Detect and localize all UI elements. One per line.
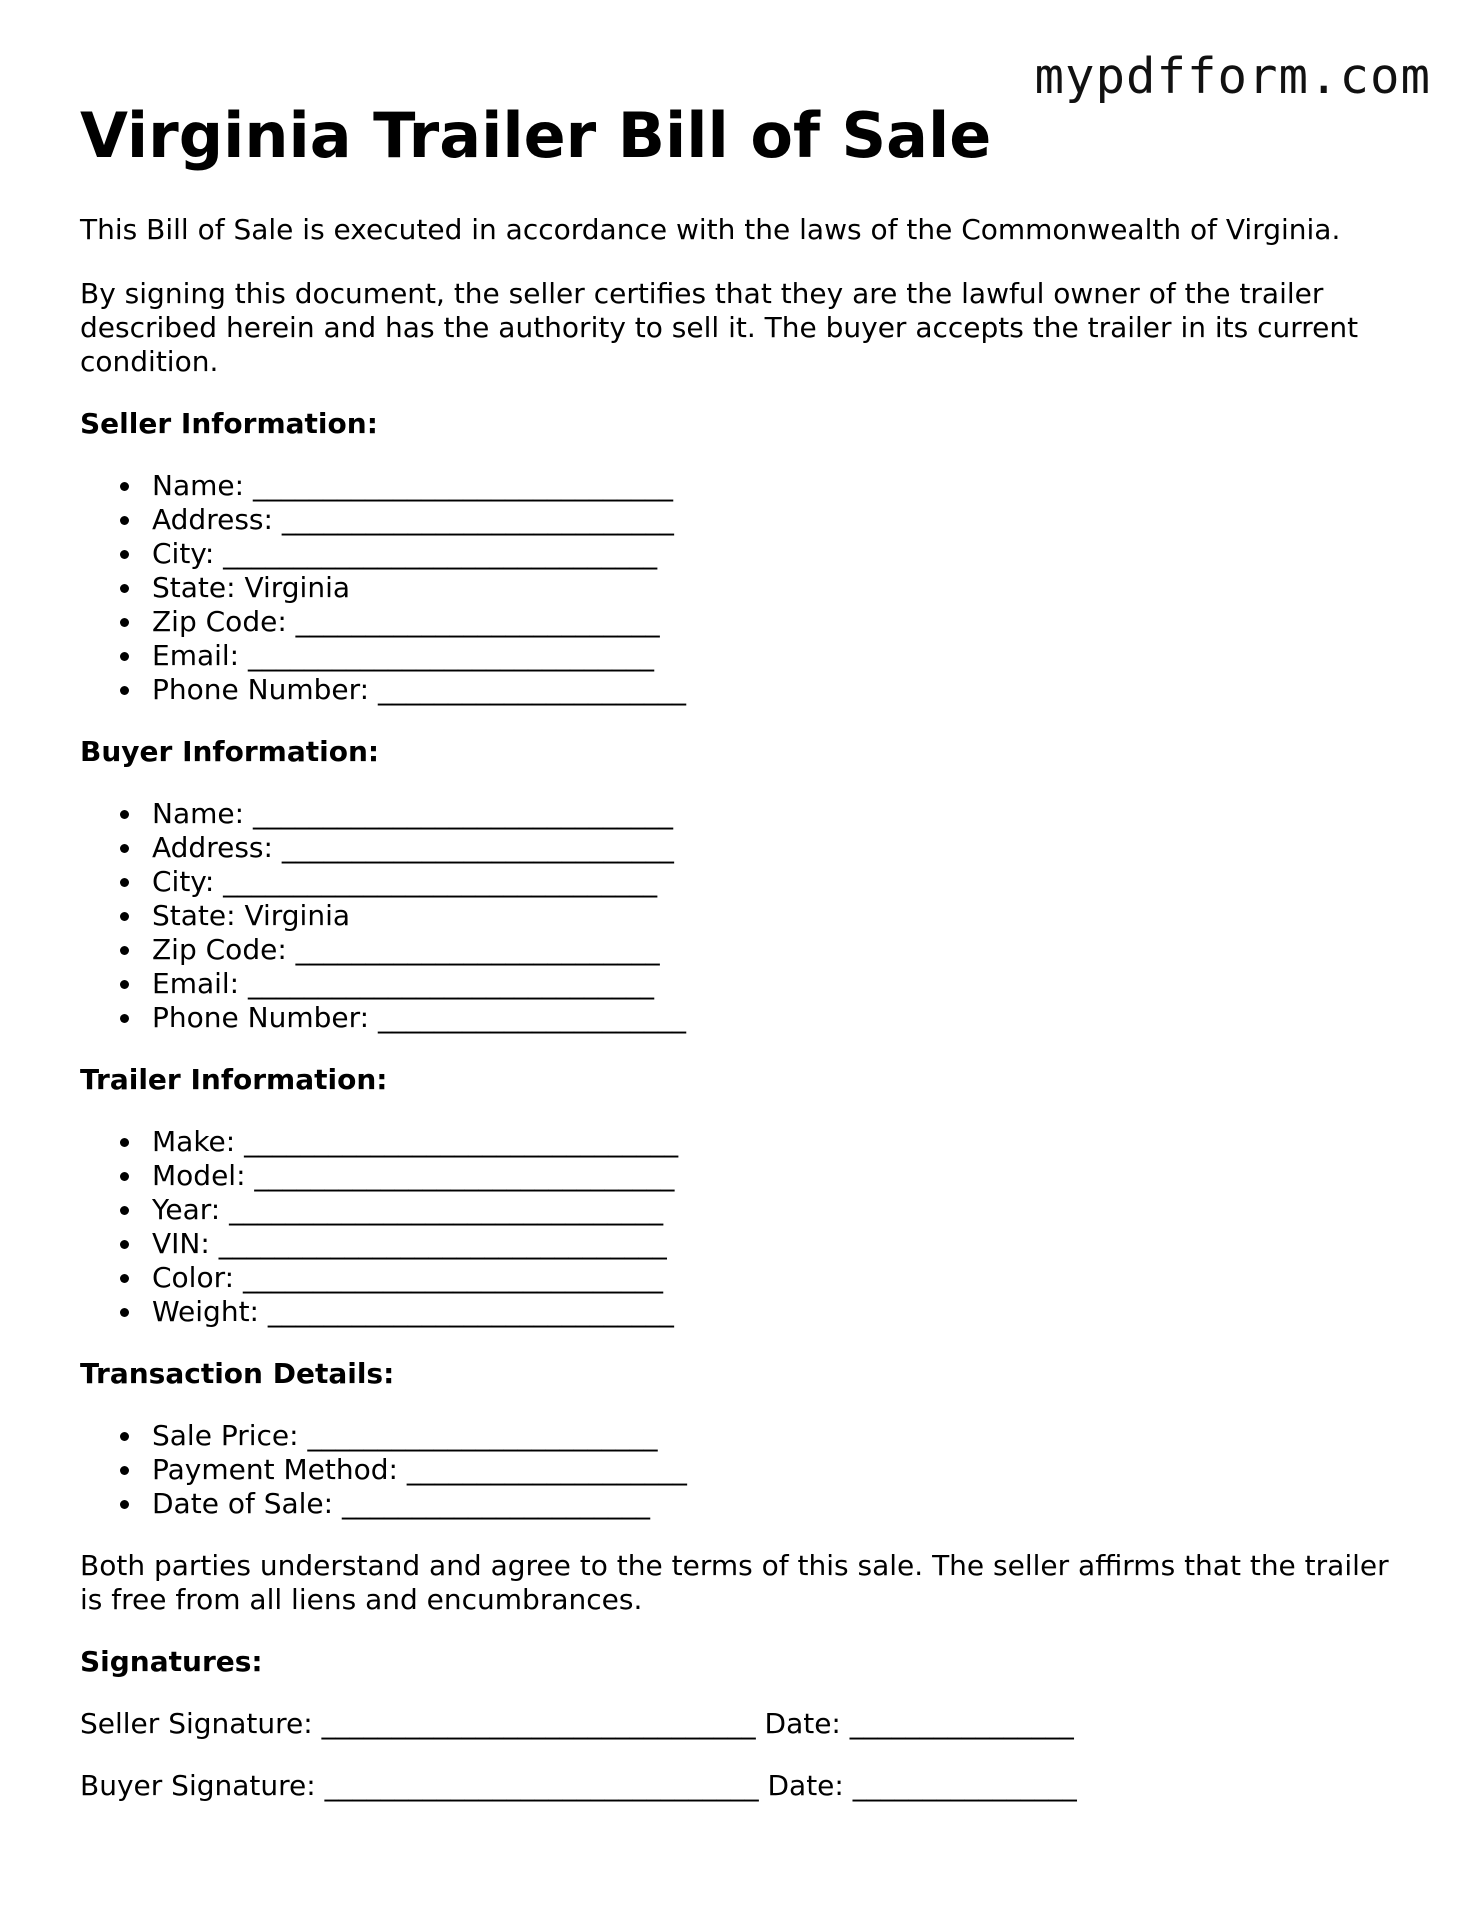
seller-address-field: Address: ____________________________ bbox=[120, 503, 1400, 537]
buyer-info-list bbox=[80, 797, 1400, 1035]
transaction-details-heading: Transaction Details: bbox=[80, 1357, 395, 1391]
date-of-sale-field: Date of Sale: ______________________ bbox=[120, 1487, 1400, 1521]
document-title: Virginia Trailer Bill of Sale bbox=[80, 99, 992, 172]
buyer-state-field: State: Virginia bbox=[120, 899, 1400, 933]
seller-signature-line: Seller Signature: _______________________________ Date: ________________ bbox=[80, 1707, 1074, 1741]
buyer-city-field: City: _______________________________ bbox=[120, 865, 1400, 899]
trailer-info-heading: Trailer Information: bbox=[80, 1063, 388, 1097]
buyer-address-field: Address: ____________________________ bbox=[120, 831, 1400, 865]
seller-zip-field: Zip Code: __________________________ bbox=[120, 605, 1400, 639]
watermark-text: mypdfform.com bbox=[1034, 48, 1431, 105]
seller-phone-field: Phone Number: ______________________ bbox=[120, 673, 1400, 707]
buyer-email-field: Email: _____________________________ bbox=[120, 967, 1400, 1001]
sale-price-field: Sale Price: _________________________ bbox=[120, 1419, 1400, 1453]
agreement-paragraph: Both parties understand and agree to the terms of this sale. The seller affirms that the trailer is free from all liens and encumbrances. bbox=[80, 1549, 1389, 1617]
buyer-name-field: Name: ______________________________ bbox=[120, 797, 1400, 831]
intro-paragraph: This Bill of Sale is executed in accordance with the laws of the Commonwealth of Virginia. bbox=[80, 213, 1341, 247]
trailer-year-field: Year: _______________________________ bbox=[120, 1193, 1400, 1227]
buyer-info-heading: Buyer Information: bbox=[80, 735, 380, 769]
seller-name-field: Name: ______________________________ bbox=[120, 469, 1400, 503]
seller-city-field: City: _______________________________ bbox=[120, 537, 1400, 571]
seller-info-list bbox=[80, 469, 1400, 707]
transaction-details-list bbox=[80, 1419, 1400, 1521]
trailer-info-list bbox=[80, 1125, 1400, 1329]
seller-state-field: State: Virginia bbox=[120, 571, 1400, 605]
trailer-make-field: Make: _______________________________ bbox=[120, 1125, 1400, 1159]
trailer-weight-field: Weight: _____________________________ bbox=[120, 1295, 1400, 1329]
seller-info-heading: Seller Information: bbox=[80, 407, 378, 441]
trailer-model-field: Model: ______________________________ bbox=[120, 1159, 1400, 1193]
buyer-phone-field: Phone Number: ______________________ bbox=[120, 1001, 1400, 1035]
trailer-color-field: Color: ______________________________ bbox=[120, 1261, 1400, 1295]
certification-paragraph: By signing this document, the seller certifies that they are the lawful owner of the trailer described herein and has the authority to sell it. The buyer accepts the trailer in its current condition. bbox=[80, 277, 1359, 379]
seller-email-field: Email: _____________________________ bbox=[120, 639, 1400, 673]
buyer-signature-line: Buyer Signature: _______________________________ Date: ________________ bbox=[80, 1769, 1077, 1803]
buyer-zip-field: Zip Code: __________________________ bbox=[120, 933, 1400, 967]
trailer-vin-field: VIN: ________________________________ bbox=[120, 1227, 1400, 1261]
payment-method-field: Payment Method: ____________________ bbox=[120, 1453, 1400, 1487]
document-page bbox=[80, 100, 1400, 1831]
signatures-heading: Signatures: bbox=[80, 1645, 263, 1679]
